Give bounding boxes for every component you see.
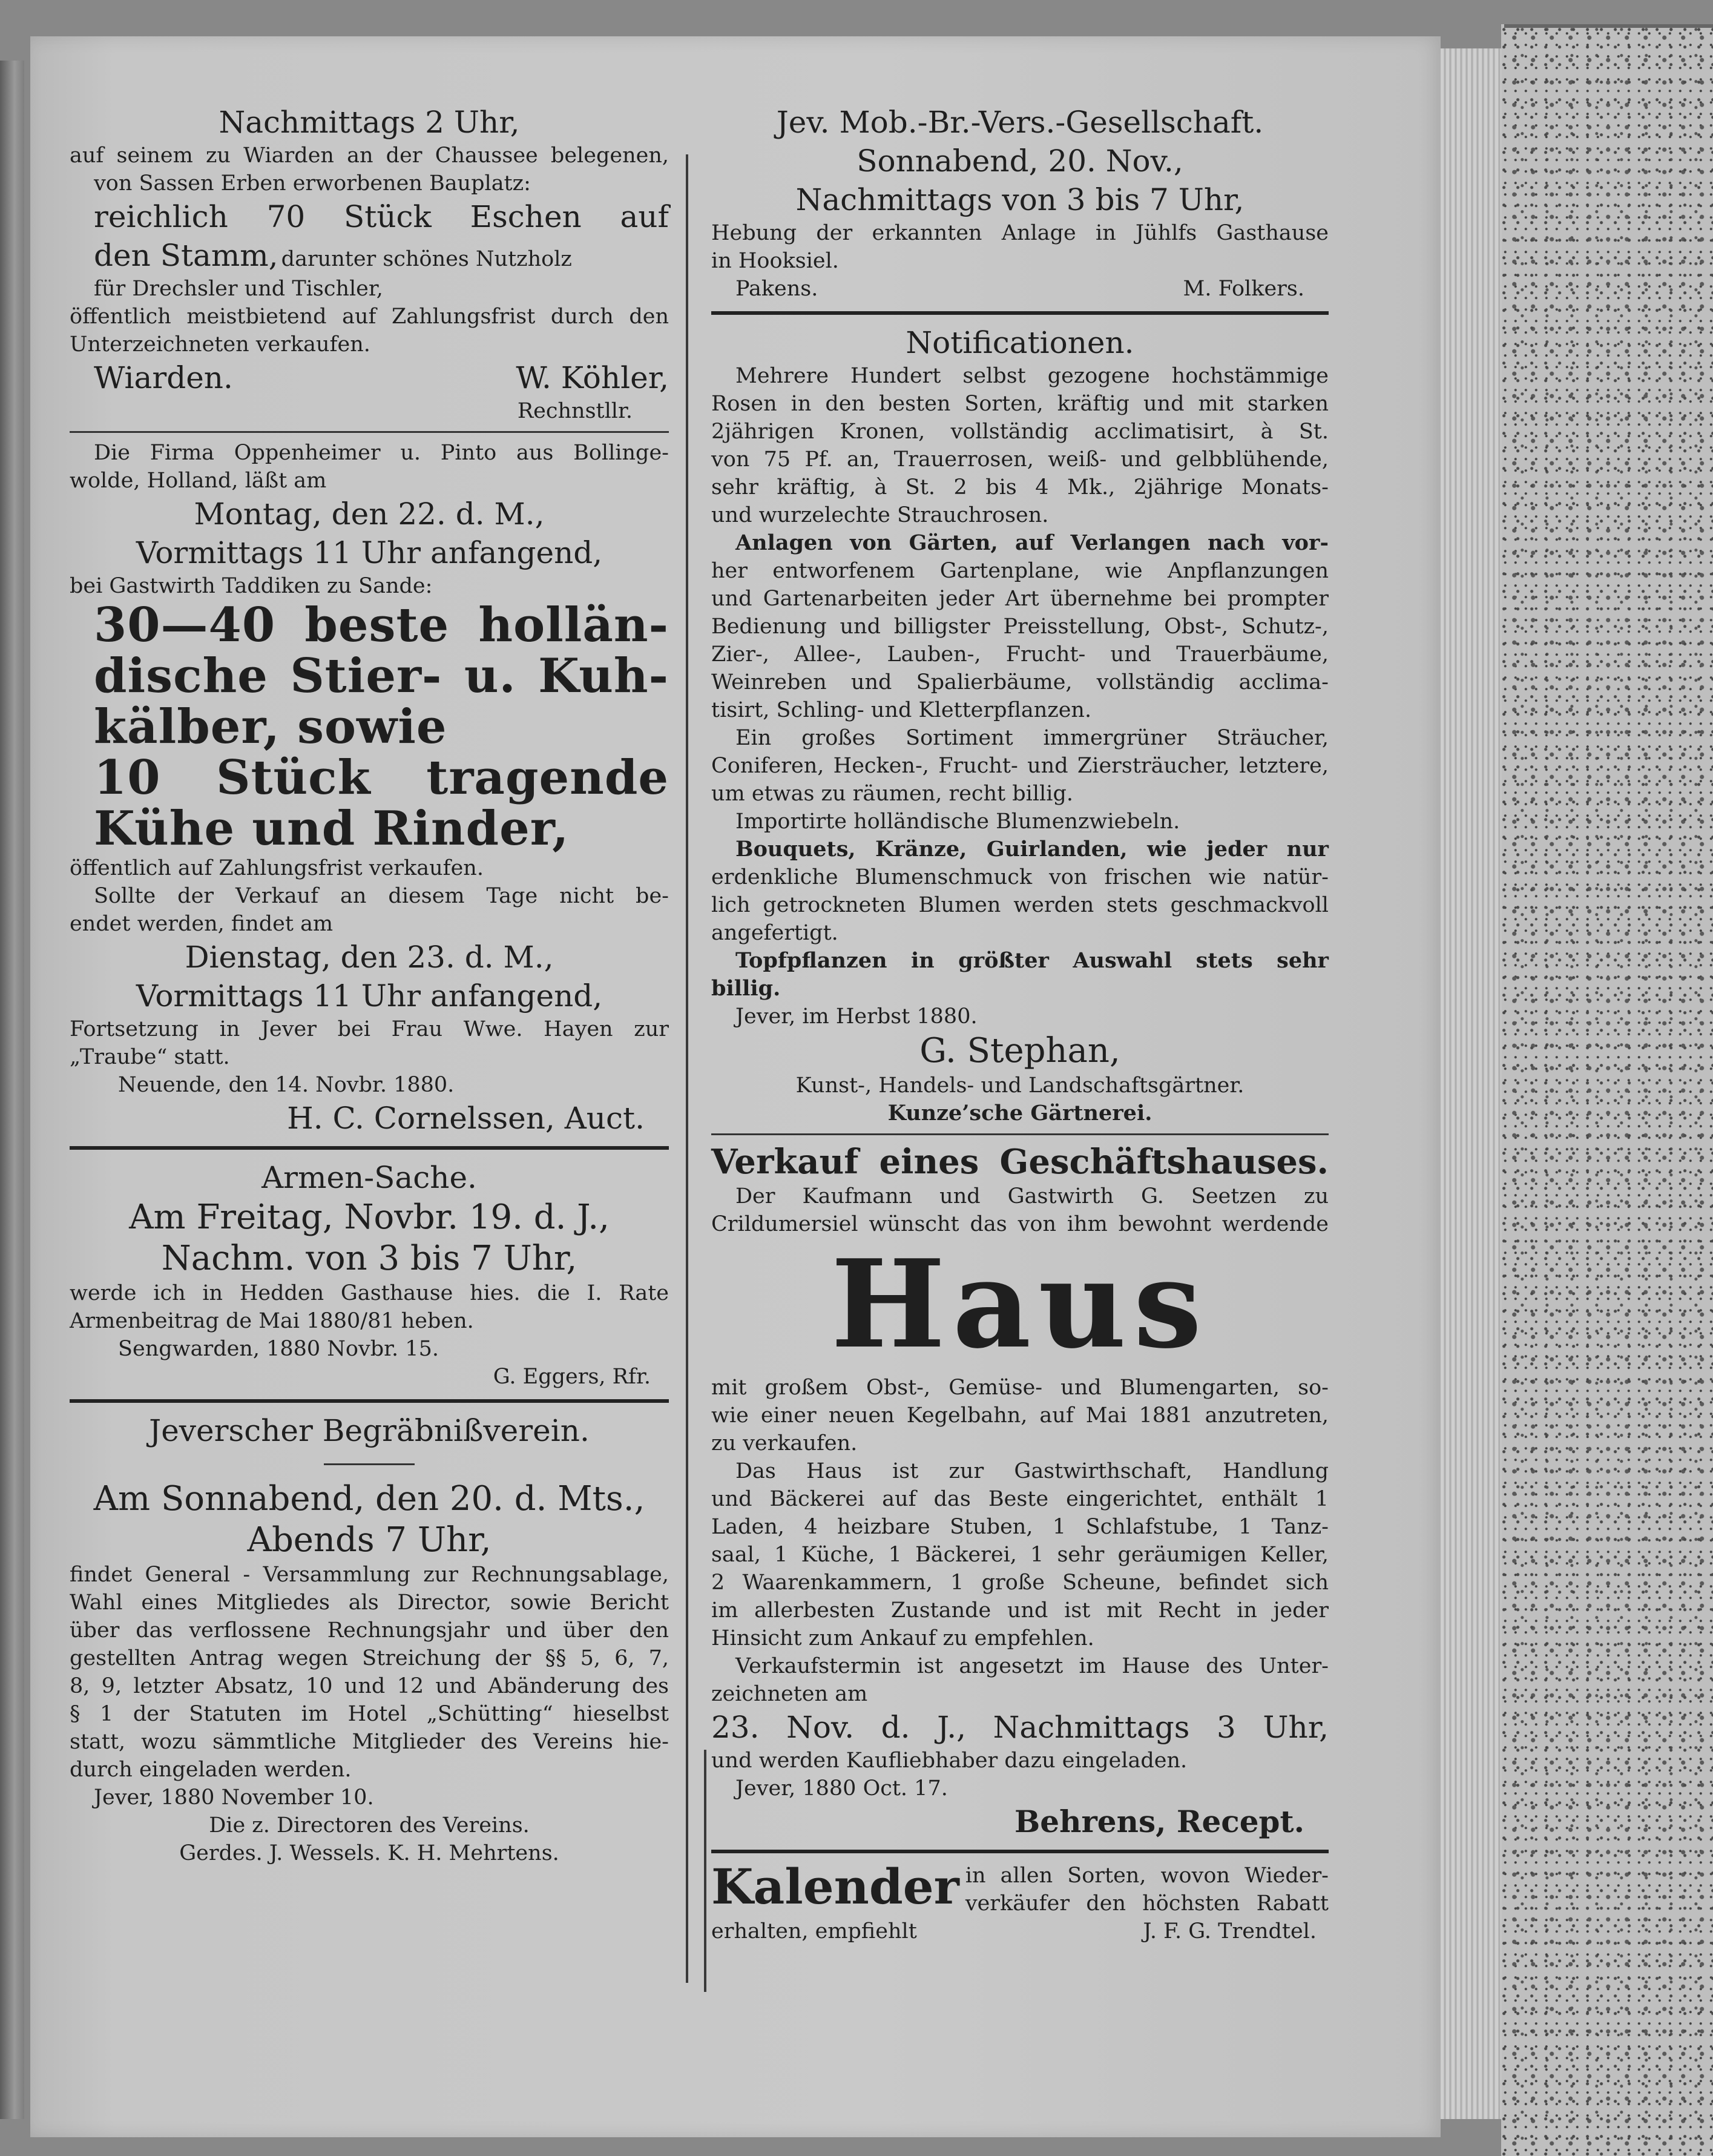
ad-line: auf seinem zu Wiarden an der Chaussee belegenen, (70, 143, 669, 168)
auction-date: Montag, den 22. d. M., (194, 496, 545, 532)
ad-line: Unterzeichneten verkaufen. (70, 332, 370, 357)
ad-time: Nachmittags von 3 bis 7 Uhr, (795, 182, 1244, 217)
ad-time: Nachmittags 2 Uhr, (219, 105, 520, 140)
ad-line: Fortsetzung in Jever bei Frau Wwe. Hayen zur (70, 1017, 669, 1041)
dateline: Jever, 1880 November 10. (94, 1785, 374, 1810)
ad-line: findet General - Versammlung zur Rechnungsablage, (70, 1563, 669, 1587)
ad-separator (70, 1146, 669, 1150)
ad-line: in Hooksiel. (711, 249, 839, 273)
ad-line: billig. (711, 976, 781, 1001)
ad-line: bei Gastwirth Taddiken zu Sande: (70, 574, 433, 598)
ad-time: Nachm. von 3 bis 7 Uhr, (161, 1239, 577, 1278)
ad-headline: 30—40 beste hollän- (94, 598, 669, 653)
kalender-block (711, 1858, 1329, 1917)
ad-headline-row (70, 236, 669, 275)
ad-line: lich getrockneten Blumen werden stets geschmackvoll (711, 893, 1329, 917)
signature-name: G. Eggers, Rfr. (493, 1365, 651, 1389)
ad-headline: kälber, sowie (94, 699, 447, 754)
ad-title: Jeverscher Begräbnißverein. (149, 1413, 590, 1448)
dateline: Jever, im Herbst 1880. (735, 1004, 978, 1029)
kalender-text (965, 1862, 1329, 1917)
ad-line: werde ich in Hedden Gasthause hies. die I. Rate (70, 1281, 669, 1305)
ad-title: Notificationen. (906, 325, 1134, 360)
ad-line: Bouquets, Kränze, Guirlanden, wie jeder nur (735, 837, 1329, 862)
ad-line: für Drechsler und Tischler, (94, 277, 383, 301)
ad-line: endet werden, findet am (70, 912, 334, 936)
ad-line: „Traube“ statt. (70, 1045, 230, 1069)
ad-line: mit großem Obst-, Gemüse- und Blumengarten, so- (711, 1376, 1329, 1400)
right-column (711, 103, 1329, 1945)
ad-line: zu verkaufen. (711, 1431, 858, 1455)
ad-line: erhalten, empfiehlt (711, 1919, 917, 1943)
ad-line: von 75 Pf. an, Trauerrosen, weiß- und gelbblühende, (711, 447, 1329, 472)
ad-line: zeichneten am (711, 1682, 868, 1706)
ad-notificationen (711, 323, 1329, 1127)
ad-title: Verkauf eines Geschäftshauses. (711, 1142, 1329, 1182)
signature-name: Behrens, Recept. (1014, 1804, 1304, 1839)
ad-line: Bedienung und billigster Preisstellung, Obst-, Schutz-, (711, 615, 1329, 639)
ad-line: Die Firma Oppenheimer u. Pinto aus Bollinge- (94, 441, 669, 465)
ad-line: her entworfenem Gartenplane, wie Anpflanzungen (711, 559, 1329, 583)
ad-line: Anlagen von Gärten, auf Verlangen nach vor- (735, 530, 1329, 555)
signature-name: H. C. Cornelssen, Auct. (287, 1101, 645, 1136)
ad-separator (711, 1850, 1329, 1853)
ad-line: § 1 der Statuten im Hotel „Schütting“ hieselbst (70, 1702, 669, 1726)
signature-name: M. Folkers. (1183, 277, 1304, 301)
ad-line: Mehrere Hundert selbst gezogene hochstämmige (735, 364, 1329, 388)
ad-line: 2 Waarenkammern, 1 große Scheune, befindet sich (711, 1571, 1329, 1595)
ad-separator (711, 1133, 1329, 1135)
ad-line: Das Haus ist zur Gastwirthschaft, Handlung (735, 1459, 1329, 1483)
ad-date: Am Sonnabend, den 20. d. Mts., (93, 1479, 645, 1518)
ad-line: und wurzelechte Strauchrosen. (711, 503, 1049, 527)
marbled-book-cover (1501, 24, 1713, 2156)
ad-separator (70, 1399, 669, 1403)
ad-line: Importirte holländische Blumenzwiebeln. (735, 809, 1180, 834)
sale-date: 23. Nov. d. J., Nachmittags 3 Uhr, (711, 1710, 1329, 1745)
ad-line: angefertigt. (711, 921, 838, 945)
dateline: Jever, 1880 Oct. 17. (735, 1776, 948, 1801)
ad-line: öffentlich meistbietend auf Zahlungsfrist durch den (70, 305, 669, 329)
ad-line: Zier-, Allee-, Lauben-, Frucht- und Trauerbäume, (711, 642, 1329, 667)
ad-line: und Gartenarbeiten jeder Art übernehme bei prompter (711, 587, 1329, 611)
ad-date: Sonnabend, 20. Nov., (856, 143, 1183, 179)
signature-name: W. Köhler, (516, 360, 669, 395)
ad-line: Crildumersiel wünscht das von ihm bewohnt werdende (711, 1212, 1329, 1236)
ad-line: wie einer neuen Kegelbahn, auf Mai 1881 anzutreten, (711, 1403, 1329, 1428)
ad-kalender (711, 1858, 1329, 1945)
ad-line: Hinsicht zum Ankauf zu empfehlen. (711, 1626, 1094, 1650)
ad-line: tisirt, Schling- und Kletterpflanzen. (711, 698, 1092, 722)
ad-line: statt, wozu sämmtliche Mitglieder des Vereins hie- (70, 1730, 669, 1754)
ad-line: Coniferen, Hecken-, Frucht- und Ziersträucher, letztere, (711, 754, 1329, 778)
ad-line: Laden, 4 heizbare Stuben, 1 Schlafstube, 1 Tanz- (711, 1515, 1329, 1539)
ad-verein (70, 1411, 669, 1867)
signature-title: Rechnstllr. (517, 399, 633, 423)
ad-line: Ein großes Sortiment immergrüner Sträucher, (735, 726, 1329, 750)
place-name: Pakens. (735, 277, 818, 301)
ad-koehler (70, 103, 669, 425)
ad-line: erdenkliche Blumenschmuck von frischen wie natür- (711, 865, 1329, 889)
ad-line: und werden Kaufliebhaber dazu eingeladen. (711, 1749, 1188, 1773)
ad-line: saal, 1 Küche, 1 Bäckerei, 1 sehr geräumigen Keller, (711, 1543, 1329, 1567)
ad-line: 2jährigen Kronen, vollständig acclimatisirt, à St. (711, 420, 1329, 444)
ad-line: gestellten Antrag wegen Streichung der §§ 5, 6, 7, (70, 1646, 669, 1670)
auction-time: Vormittags 11 Uhr anfangend, (136, 978, 603, 1014)
ad-title: Jev. Mob.-Br.-Vers.-Gesellschaft. (776, 105, 1264, 140)
auction-time: Vormittags 11 Uhr anfangend, (136, 535, 603, 570)
place-name: Wiarden. (94, 360, 233, 395)
signature-row (711, 1917, 1329, 1945)
ad-line: Wahl eines Mitgliedes als Director, sowie Bericht (70, 1591, 669, 1615)
ad-line: Rosen in den besten Sorten, kräftig und mit starken (711, 392, 1329, 416)
column-divider-lower (704, 1750, 706, 1992)
ad-line: Hebung der erkannten Anlage in Jühlfs Gasthause (711, 221, 1329, 245)
ad-line: Verkaufstermin ist angesetzt im Hause des Unter- (735, 1654, 1329, 1678)
ad-line: über das verflossene Rechnungsjahr und über den (70, 1618, 669, 1643)
signature-title: Kunst-, Handels- und Landschaftsgärtner. (795, 1073, 1244, 1098)
ad-line: verkäufer den höchsten Rabatt (965, 1891, 1329, 1916)
ad-oppenheimer (70, 439, 669, 1138)
firm-name: Kunze’sche Gärtnerei. (887, 1101, 1152, 1126)
ad-line: Sollte der Verkauf an diesem Tage nicht be- (94, 884, 669, 908)
ad-line: öffentlich auf Zahlungsfrist verkaufen. (70, 856, 484, 880)
ad-line: Weinreben und Spalierbäume, vollständig acclima- (711, 670, 1329, 694)
ad-headline: den Stamm, (94, 238, 278, 273)
auction-date: Dienstag, den 23. d. M., (185, 940, 554, 975)
directors-line: Die z. Directoren des Vereins. (209, 1813, 530, 1838)
ad-armen (70, 1158, 669, 1391)
director-names: Gerdes. J. Wessels. K. H. Mehrtens. (179, 1841, 559, 1865)
cover-top-border (1504, 24, 1713, 28)
ad-line: Topfpflanzen in größter Auswahl stets sehr (735, 948, 1329, 973)
ad-line: darunter schönes Nutzholz (281, 247, 572, 271)
ad-separator (711, 311, 1329, 315)
ad-line: Der Kaufmann und Gastwirth G. Seetzen zu (735, 1184, 1329, 1208)
ad-geschaeftshaus (711, 1141, 1329, 1841)
ad-line: und Bäckerei auf das Beste eingerichtet, enthält 1 (711, 1487, 1329, 1511)
ad-line: im allerbesten Zustande und ist mit Recht in jeder (711, 1598, 1329, 1623)
signature-name: G. Stephan, (919, 1031, 1120, 1070)
dateline: Sengwarden, 1880 Novbr. 15. (118, 1337, 439, 1361)
ad-line: um etwas zu räumen, recht billig. (711, 782, 1073, 806)
signature-name: J. F. G. Trendtel. (1143, 1919, 1317, 1943)
ad-big-word: Kalender (711, 1858, 959, 1915)
ad-date: Am Freitag, Novbr. 19. d. J., (129, 1198, 610, 1237)
left-column (70, 103, 669, 1867)
ad-headline: reichlich 70 Stück Eschen auf (94, 199, 669, 234)
ad-line: in allen Sorten, wovon Wieder- (965, 1864, 1329, 1888)
ad-line: Armenbeitrag de Mai 1880/81 heben. (70, 1309, 474, 1333)
ad-mob-versicherung (711, 103, 1329, 303)
page-stack-edges (1441, 48, 1510, 2119)
ad-headline: dische Stier- u. Kuh- (94, 648, 669, 704)
ad-line: sehr kräftig, à St. 2 bis 4 Mk., 2jährige Monats- (711, 475, 1329, 499)
ad-time: Abends 7 Uhr, (247, 1520, 492, 1560)
ad-headline: Kühe und Rinder, (94, 801, 570, 856)
facing-page-edge (0, 61, 24, 2119)
signature-row (711, 275, 1329, 303)
ad-big-word: Haus (830, 1233, 1209, 1376)
column-divider (686, 154, 688, 1983)
ad-line: wolde, Holland, läßt am (70, 469, 327, 493)
ad-title: Armen-Sache. (261, 1160, 477, 1195)
ad-headline: 10 Stück tragende (94, 750, 669, 805)
ad-line: 8, 9, letzter Absatz, 10 und 12 und Abänderung des (70, 1674, 669, 1698)
ad-line: von Sassen Erben erworbenen Bauplatz: (94, 171, 531, 196)
short-rule (324, 1463, 415, 1465)
signature-row (70, 358, 669, 397)
ad-line: durch eingeladen werden. (70, 1758, 352, 1782)
dateline: Neuende, den 14. Novbr. 1880. (118, 1073, 455, 1097)
ad-separator (70, 431, 669, 433)
